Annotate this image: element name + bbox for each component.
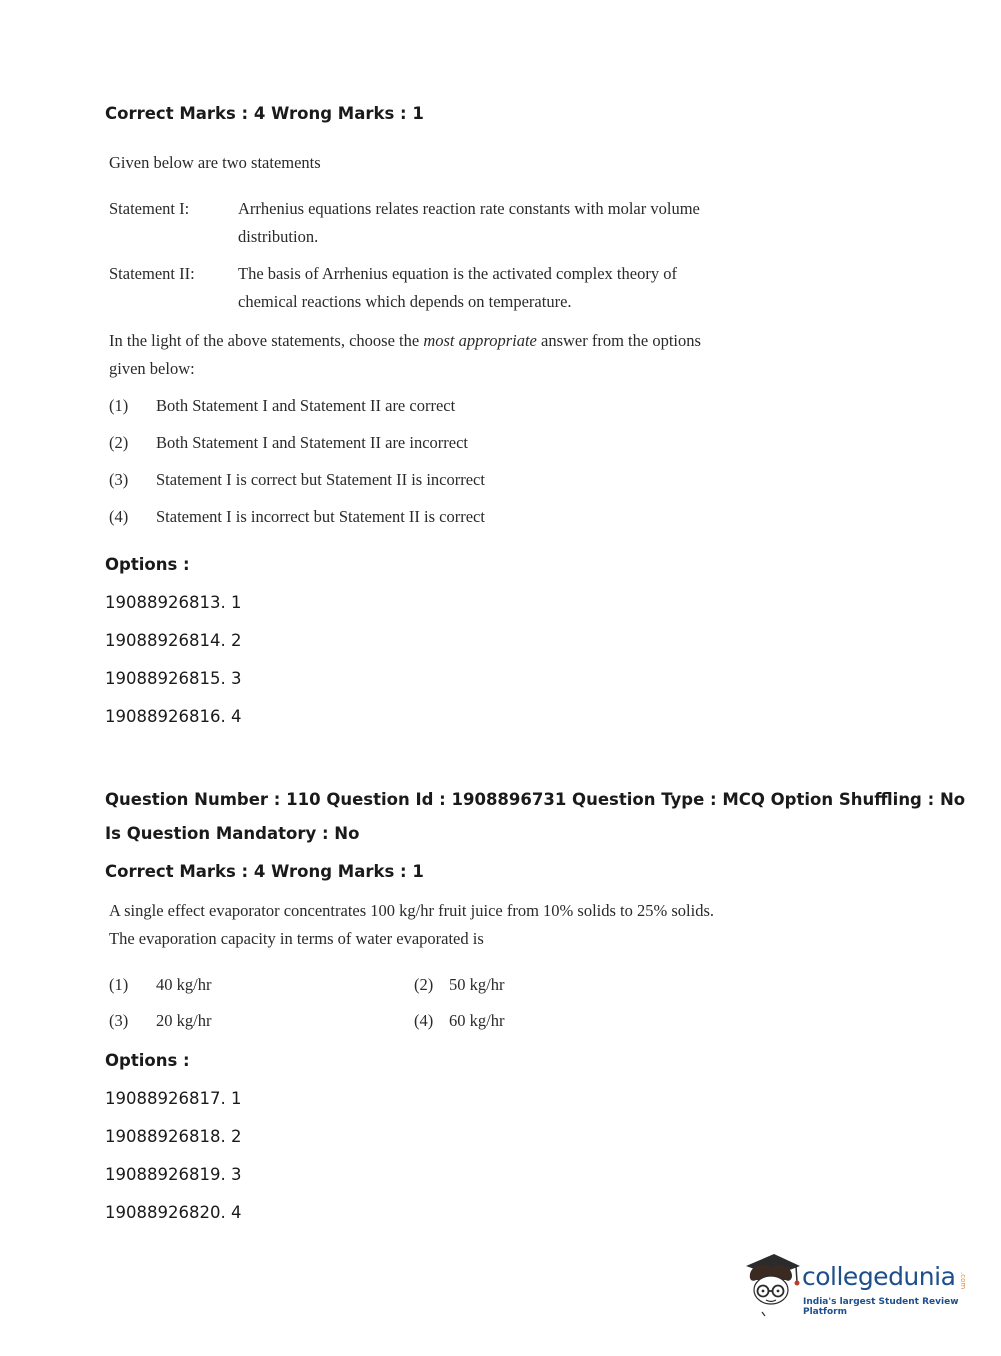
q110-option: 19088926819. 3 — [105, 1165, 242, 1184]
prompt-text-c: answer from the options — [536, 331, 701, 350]
mascot-icon — [742, 1250, 802, 1320]
q110-marks: Correct Marks : 4 Wrong Marks : 1 — [105, 862, 424, 881]
logo-tagline: India's largest Student Review Platform — [803, 1297, 959, 1317]
statement-2-line-2: chemical reactions which depends on temperature. — [238, 292, 572, 311]
q109-choice-number: (1) — [109, 396, 129, 415]
q109-prompt-line-2: given below: — [109, 359, 195, 378]
q109-choice-number: (4) — [109, 507, 129, 526]
q110-choice-number: (3) — [109, 1011, 129, 1030]
q109-choice-text: Statement I is incorrect but Statement II is correct — [156, 507, 485, 526]
q109-option: 19088926816. 4 — [105, 707, 242, 726]
q110-text-line-1: A single effect evaporator concentrates 100 kg/hr fruit juice from 10% solids to 25% solids. — [109, 901, 715, 920]
q110-choice-text: 50 kg/hr — [449, 975, 505, 994]
q110-option: 19088926820. 4 — [105, 1203, 242, 1222]
q110-choice-number: (1) — [109, 975, 129, 994]
q109-option: 19088926813. 1 — [105, 593, 242, 612]
q110-header-line-1: Question Number : 110 Question Id : 1908896731 Question Type : MCQ Option Shuffling : No — [105, 790, 966, 809]
statement-1-line-1: Arrhenius equations relates reaction rate constants with molar volume — [238, 199, 700, 218]
prompt-emphasis: most appropriate — [423, 331, 537, 350]
statement-1-line-2: distribution. — [238, 227, 319, 246]
q110-choice-text: 40 kg/hr — [156, 975, 212, 994]
q110-options-label: Options : — [105, 1051, 190, 1070]
statement-2-line-1: The basis of Arrhenius equation is the activated complex theory of — [238, 264, 677, 283]
q110-choice-text: 60 kg/hr — [449, 1011, 505, 1030]
q109-option: 19088926815. 3 — [105, 669, 242, 688]
q110-choice-number: (2) — [414, 975, 434, 994]
q109-marks: Correct Marks : 4 Wrong Marks : 1 — [105, 104, 424, 123]
q109-option: 19088926814. 2 — [105, 631, 242, 650]
q109-choice-text: Statement I is correct but Statement II is incorrect — [156, 470, 485, 489]
q110-option: 19088926818. 2 — [105, 1127, 242, 1146]
q109-choice-number: (2) — [109, 433, 129, 452]
q109-choice-text: Both Statement I and Statement II are incorrect — [156, 433, 469, 452]
q110-text-line-2: The evaporation capacity in terms of water evaporated is — [109, 929, 484, 948]
statement-1-label: Statement I: — [109, 199, 190, 218]
q109-options-label: Options : — [105, 555, 190, 574]
q110-choice-number: (4) — [414, 1011, 434, 1030]
q110-choice-text: 20 kg/hr — [156, 1011, 212, 1030]
q109-choice-text: Both Statement I and Statement II are correct — [156, 396, 456, 415]
logo-domain: .com — [959, 1272, 967, 1290]
statement-2-label: Statement II: — [109, 264, 195, 283]
prompt-text-a: In the light of the above statements, choose the — [109, 331, 424, 350]
q109-intro: Given below are two statements — [109, 153, 321, 172]
q109-prompt-line-1 — [109, 331, 701, 351]
q110-header-line-2: Is Question Mandatory : No — [105, 824, 360, 843]
logo-wordmark: collegedunia — [802, 1262, 956, 1291]
collegedunia-logo — [742, 1250, 972, 1320]
q110-option: 19088926817. 1 — [105, 1089, 242, 1108]
q109-choice-number: (3) — [109, 470, 129, 489]
